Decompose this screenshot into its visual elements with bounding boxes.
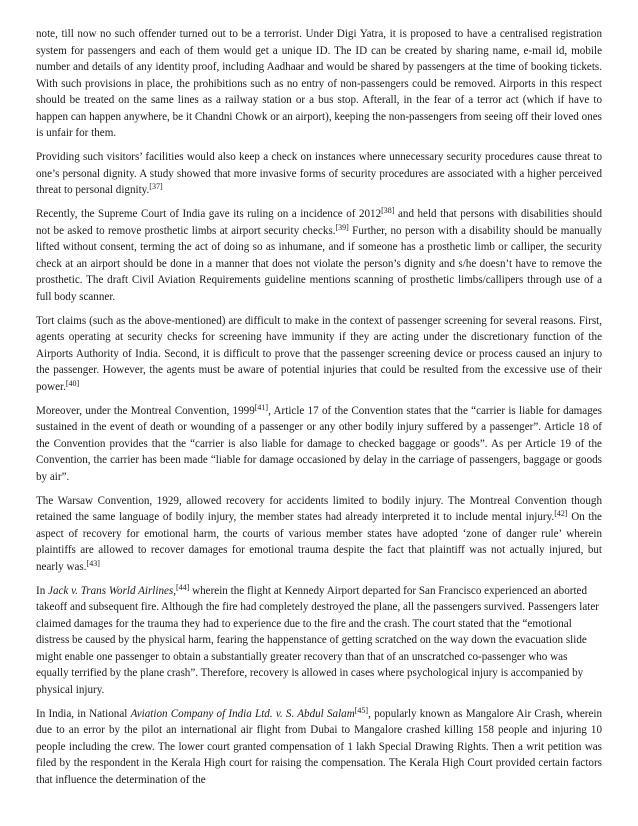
footnote-reference: [37]	[149, 182, 163, 191]
footnote-reference: [43]	[86, 558, 100, 568]
paragraph	[36, 493, 602, 576]
paragraph-text: note, till now no such offender turned out to be a terrorist. Under Digi Yatra, it is proposed to have a centralised registration system for passengers and each of them would get a unique ID. The ID can be created by sharing name, e-mail id, mobile number and details of any identity proof, including Aadhaar and would be shared by passengers at the time of booking tickets. With such provisions in place, the prohibitions such as no entry of non-passengers could be removed. Airports in this respect should be treated on the same lines as a railway station or a bus stop. Afterall, in the fear of a terror act (which if have to happen can happen anywhere, be it Chandni Chowk or an airport), keeping the non-passengers from seeing off their loved ones is unfair for them.	[36, 28, 602, 139]
footnote-reference: [39]	[335, 222, 349, 232]
footnote-reference: [40]	[65, 378, 80, 388]
paragraph-text: In India, in National	[36, 707, 131, 720]
footnote-reference: [42]	[554, 509, 568, 518]
paragraph	[36, 26, 602, 142]
paragraph-text: The Warsaw Convention, 1929, allowed recovery for accidents limited to bodily injury. The Montreal Convention though retained the same language of bodily injury, the member states had already interpreted it to include mental injury.	[36, 494, 602, 523]
paragraph	[36, 149, 602, 199]
paragraph-text: ,	[173, 584, 177, 597]
paragraph-text: Further, no person with a disability should be manually lifted without consent, terming the act of doing so as inhumane, and if someone has a prosthetic limb or calliper, the security check at an airport should be done in a manner that does not violate the person’s dignity and s/he doesn’t have to remove the prosthetic. The draft Civil Aviation Requirements guideline mentions scanning of prosthetic limbs/callipers through use of a full body scanner.	[36, 224, 602, 303]
footnote-reference: [38]	[381, 206, 395, 215]
paragraph-text: In	[36, 584, 49, 597]
paragraph-text: wherein the flight at Kennedy Airport departed for San Francisco experienced an aborted takeoff and subsequent fire. Although the fire had completely destroyed the plane, all the passengers survived. Passengers later claimed damages for the trauma they had to experience due to the fire and the crash. The court stated that the “emotional distress be caused by the physical harm, fearing the happenstance of getting scratched on the way down the evacuation slide might enable one passenger to obtain a substantially greater recovery than that of an unscratched co-passenger who was equally terrified by the plane crash”. Therefore, recovery is allowed in cases where psychological injury is accompanied by physical injury.	[36, 584, 599, 696]
paragraph-text: Recently, the Supreme Court of India gave its ruling on a incidence of 2012	[36, 208, 382, 220]
paragraph-text: , popularly known as Mangalore Air Crash, wherein due to an error by the pilot an international air flight from Dubai to Mangalore crashed killing 158 people and injuring 10 people including the crew. The lower court granted compensation of 1 lakh Special Drawing Rights. Then a writ petition was filed by the respondent in the Kerala High court for raising the compensation. The Kerala High Court provided certain factors that influence the determination of the	[36, 707, 603, 786]
case-name: Jack v. Trans World Airlines	[48, 584, 174, 597]
paragraph-text: , Article 17 of the Convention states that the “carrier is liable for damages sustained in the event of death or wounding of a passenger or any other bodily injury suffered by a passenger”. Article 18 of the Convention provides that the “carrier is also liable for damage to checked baggage or goods”. As per Article 19 of the Convention, the carrier has been made “liable for damage occasioned by delay in the carriage of passengers, baggage or goods by air”.	[36, 404, 602, 483]
paragraph	[36, 583, 602, 699]
paragraph	[36, 403, 602, 486]
paragraph	[36, 706, 602, 789]
footnote-reference: [45]	[354, 705, 369, 715]
footnote-reference: [44]	[176, 582, 190, 592]
paragraph-text: Tort claims (such as the above-mentioned) are difficult to make in the context of passenger screening for several reasons. First, agents operating at security checks for screening have immunity if they are acting under the discretionary function of the Airports Authority of India. Second, it is difficult to prove that the passenger screening device or process caused an injury to the passenger. However, the agents must be aware of potential injuries that could be resulted from the excessive use of their power.	[36, 314, 602, 393]
paragraph-text: On the aspect of recovery for emotional harm, the courts of various member states have adopted ‘zone of danger rule’ wherein plaintiffs are allowed to recover damages for emotional trauma despite the fact that plaintiff was not actually injured, but nearly was.	[36, 511, 602, 573]
paragraph-text: and held that persons with disabilities should not be asked to remove prosthetic limbs at airport security checks.	[36, 208, 602, 237]
paragraph-text: Providing such visitors’ facilities would also keep a check on instances where unnecessary security procedures cause threat to one’s personal dignity. A study showed that more invasive forms of security procedures are associated with a higher perceived threat to personal dignity.	[36, 151, 602, 196]
paragraph	[36, 313, 602, 396]
paragraph-text: Moreover, under the Montreal Convention, 1999	[36, 404, 255, 417]
footnote-reference: [41]	[254, 402, 269, 412]
paragraph	[36, 206, 602, 305]
case-name: Aviation Company of India Ltd. v. S. Abdul Salam	[130, 707, 355, 720]
document-page	[36, 26, 602, 796]
